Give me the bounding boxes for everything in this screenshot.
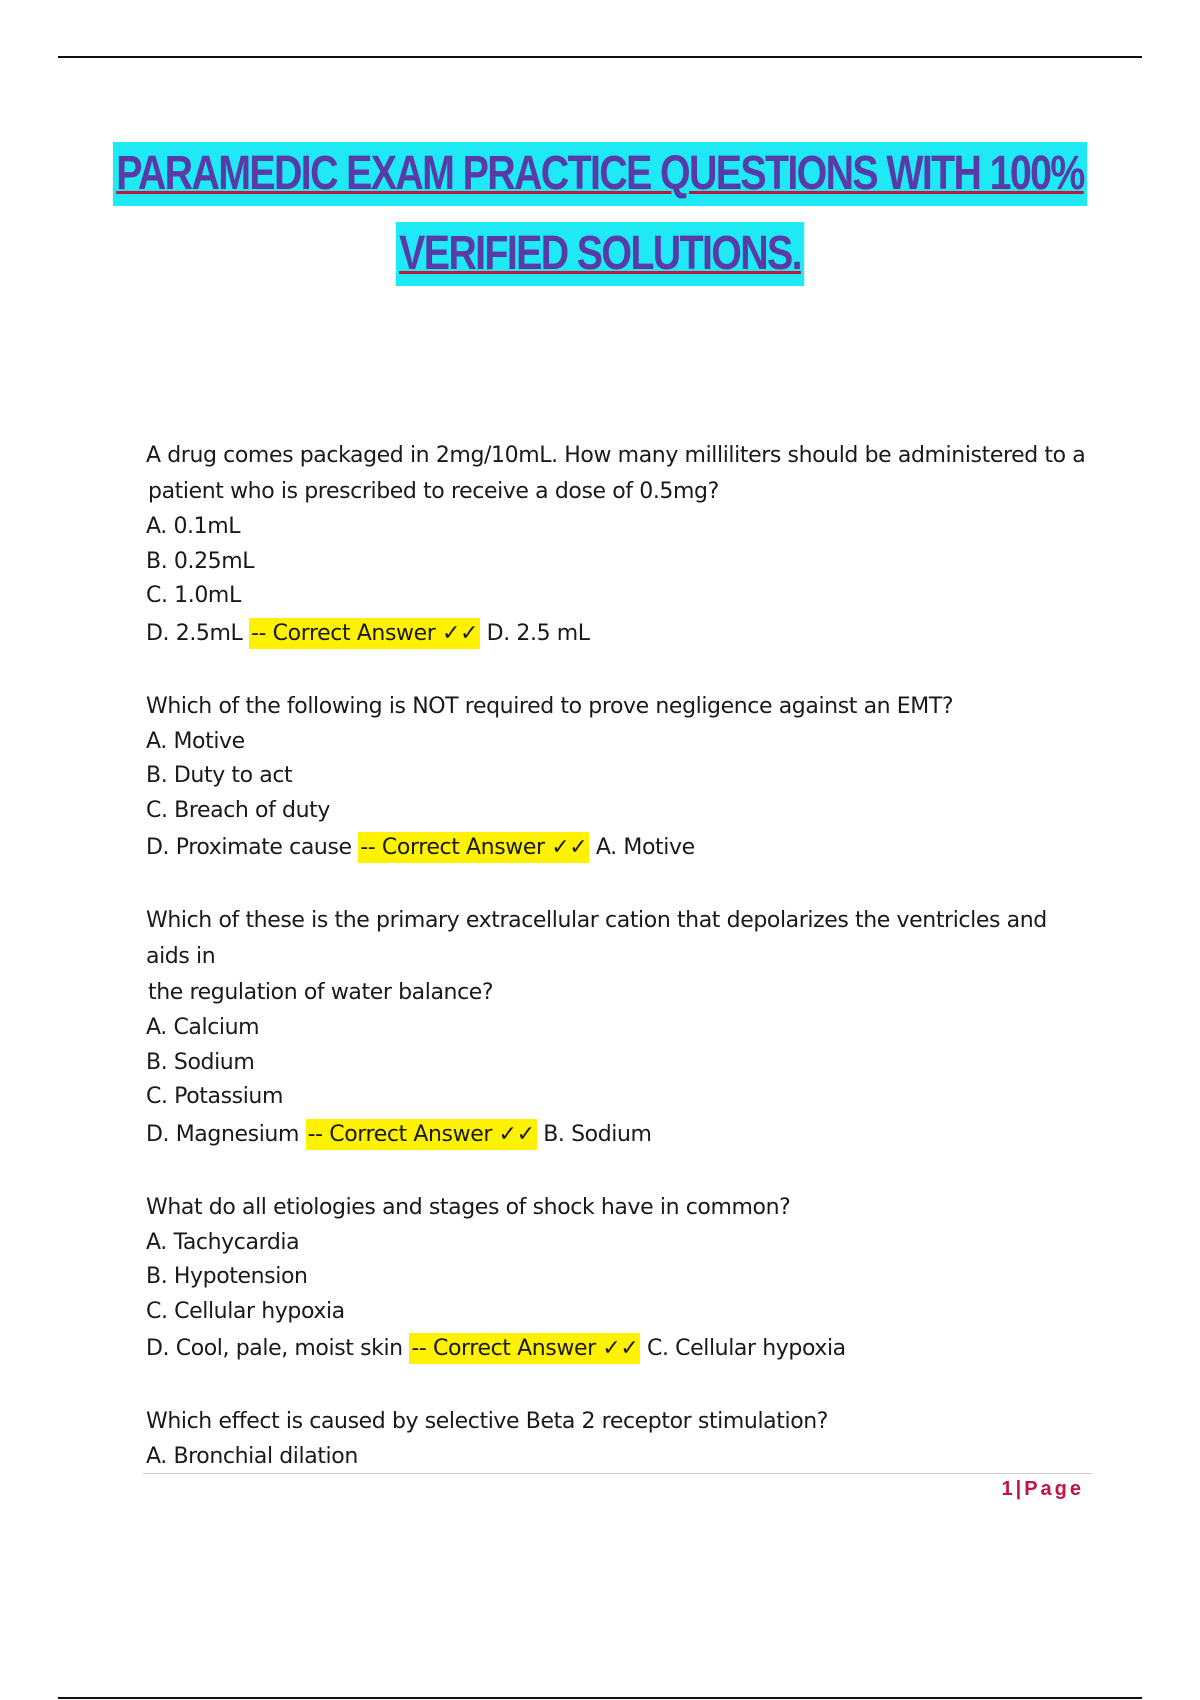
option-d: D. Magnesium [146, 1121, 299, 1147]
option-d: D. Cool, pale, moist skin [146, 1336, 403, 1361]
correct-answer: B. Sodium [543, 1121, 652, 1147]
option-a: A. Motive [146, 728, 245, 754]
title-line-1: PARAMEDIC EXAM PRACTICE QUESTIONS WITH 100% [113, 142, 1087, 206]
correct-answer-highlight: -- Correct Answer ✓✓ [249, 618, 480, 649]
correct-answer-highlight: -- Correct Answer ✓✓ [306, 1119, 537, 1150]
footer-rule [143, 1473, 1092, 1474]
option-d: D. 2.5mL [146, 620, 243, 646]
questions-list [146, 438, 1086, 1510]
title-line-2: VERIFIED SOLUTIONS. [396, 222, 804, 286]
top-rule [58, 56, 1142, 58]
option-a: A. Bronchial dilation [146, 1444, 358, 1469]
bottom-rule [58, 1697, 1142, 1699]
option-c: C. Potassium [146, 1084, 284, 1109]
question-text: A drug comes packaged in 2mg/10mL. How many milliliters should be administered to a patient who is prescribed to receive a dose of 0.5mg? [146, 443, 1086, 504]
option-a: A. Calcium [146, 1015, 260, 1040]
option-d-with-answer [146, 828, 1086, 868]
option-d-with-answer [146, 614, 1086, 654]
document-title [0, 142, 1200, 286]
option-b: B. Sodium [146, 1049, 255, 1075]
question-text: Which of these is the primary extracellular cation that depolarizes the ventricles and aids in the regulation of water balance? [146, 908, 1047, 1005]
option-d: D. Proximate cause [146, 835, 352, 860]
option-b: B. Duty to act [146, 763, 293, 788]
option-c: C. 1.0mL [146, 583, 241, 608]
option-d-with-answer [146, 1329, 1086, 1369]
option-c: C. Breach of duty [146, 797, 331, 823]
question-5 [146, 1404, 1086, 1475]
option-b: B. Hypotension [146, 1264, 308, 1289]
question-4 [146, 1190, 1086, 1370]
option-a: A. 0.1mL [146, 514, 241, 539]
question-3 [146, 903, 1086, 1155]
question-text: Which effect is caused by selective Beta 2 receptor stimulation? [146, 1409, 829, 1434]
question-2 [146, 689, 1086, 869]
option-b: B. 0.25mL [146, 548, 255, 574]
correct-answer-highlight: -- Correct Answer ✓✓ [358, 832, 589, 863]
correct-answer-highlight: -- Correct Answer ✓✓ [409, 1333, 640, 1364]
option-a: A. Tachycardia [146, 1229, 300, 1255]
question-text: What do all etiologies and stages of shock have in common? [146, 1194, 791, 1220]
correct-answer: D. 2.5 mL [486, 620, 590, 646]
option-d-with-answer [146, 1115, 1086, 1155]
correct-answer: C. Cellular hypoxia [646, 1336, 846, 1361]
page-number: 1|Page [1001, 1478, 1084, 1500]
question-1 [146, 438, 1086, 654]
question-text: Which of the following is NOT required to prove negligence against an EMT? [146, 693, 954, 719]
option-c: C. Cellular hypoxia [146, 1298, 345, 1324]
correct-answer: A. Motive [595, 835, 695, 860]
